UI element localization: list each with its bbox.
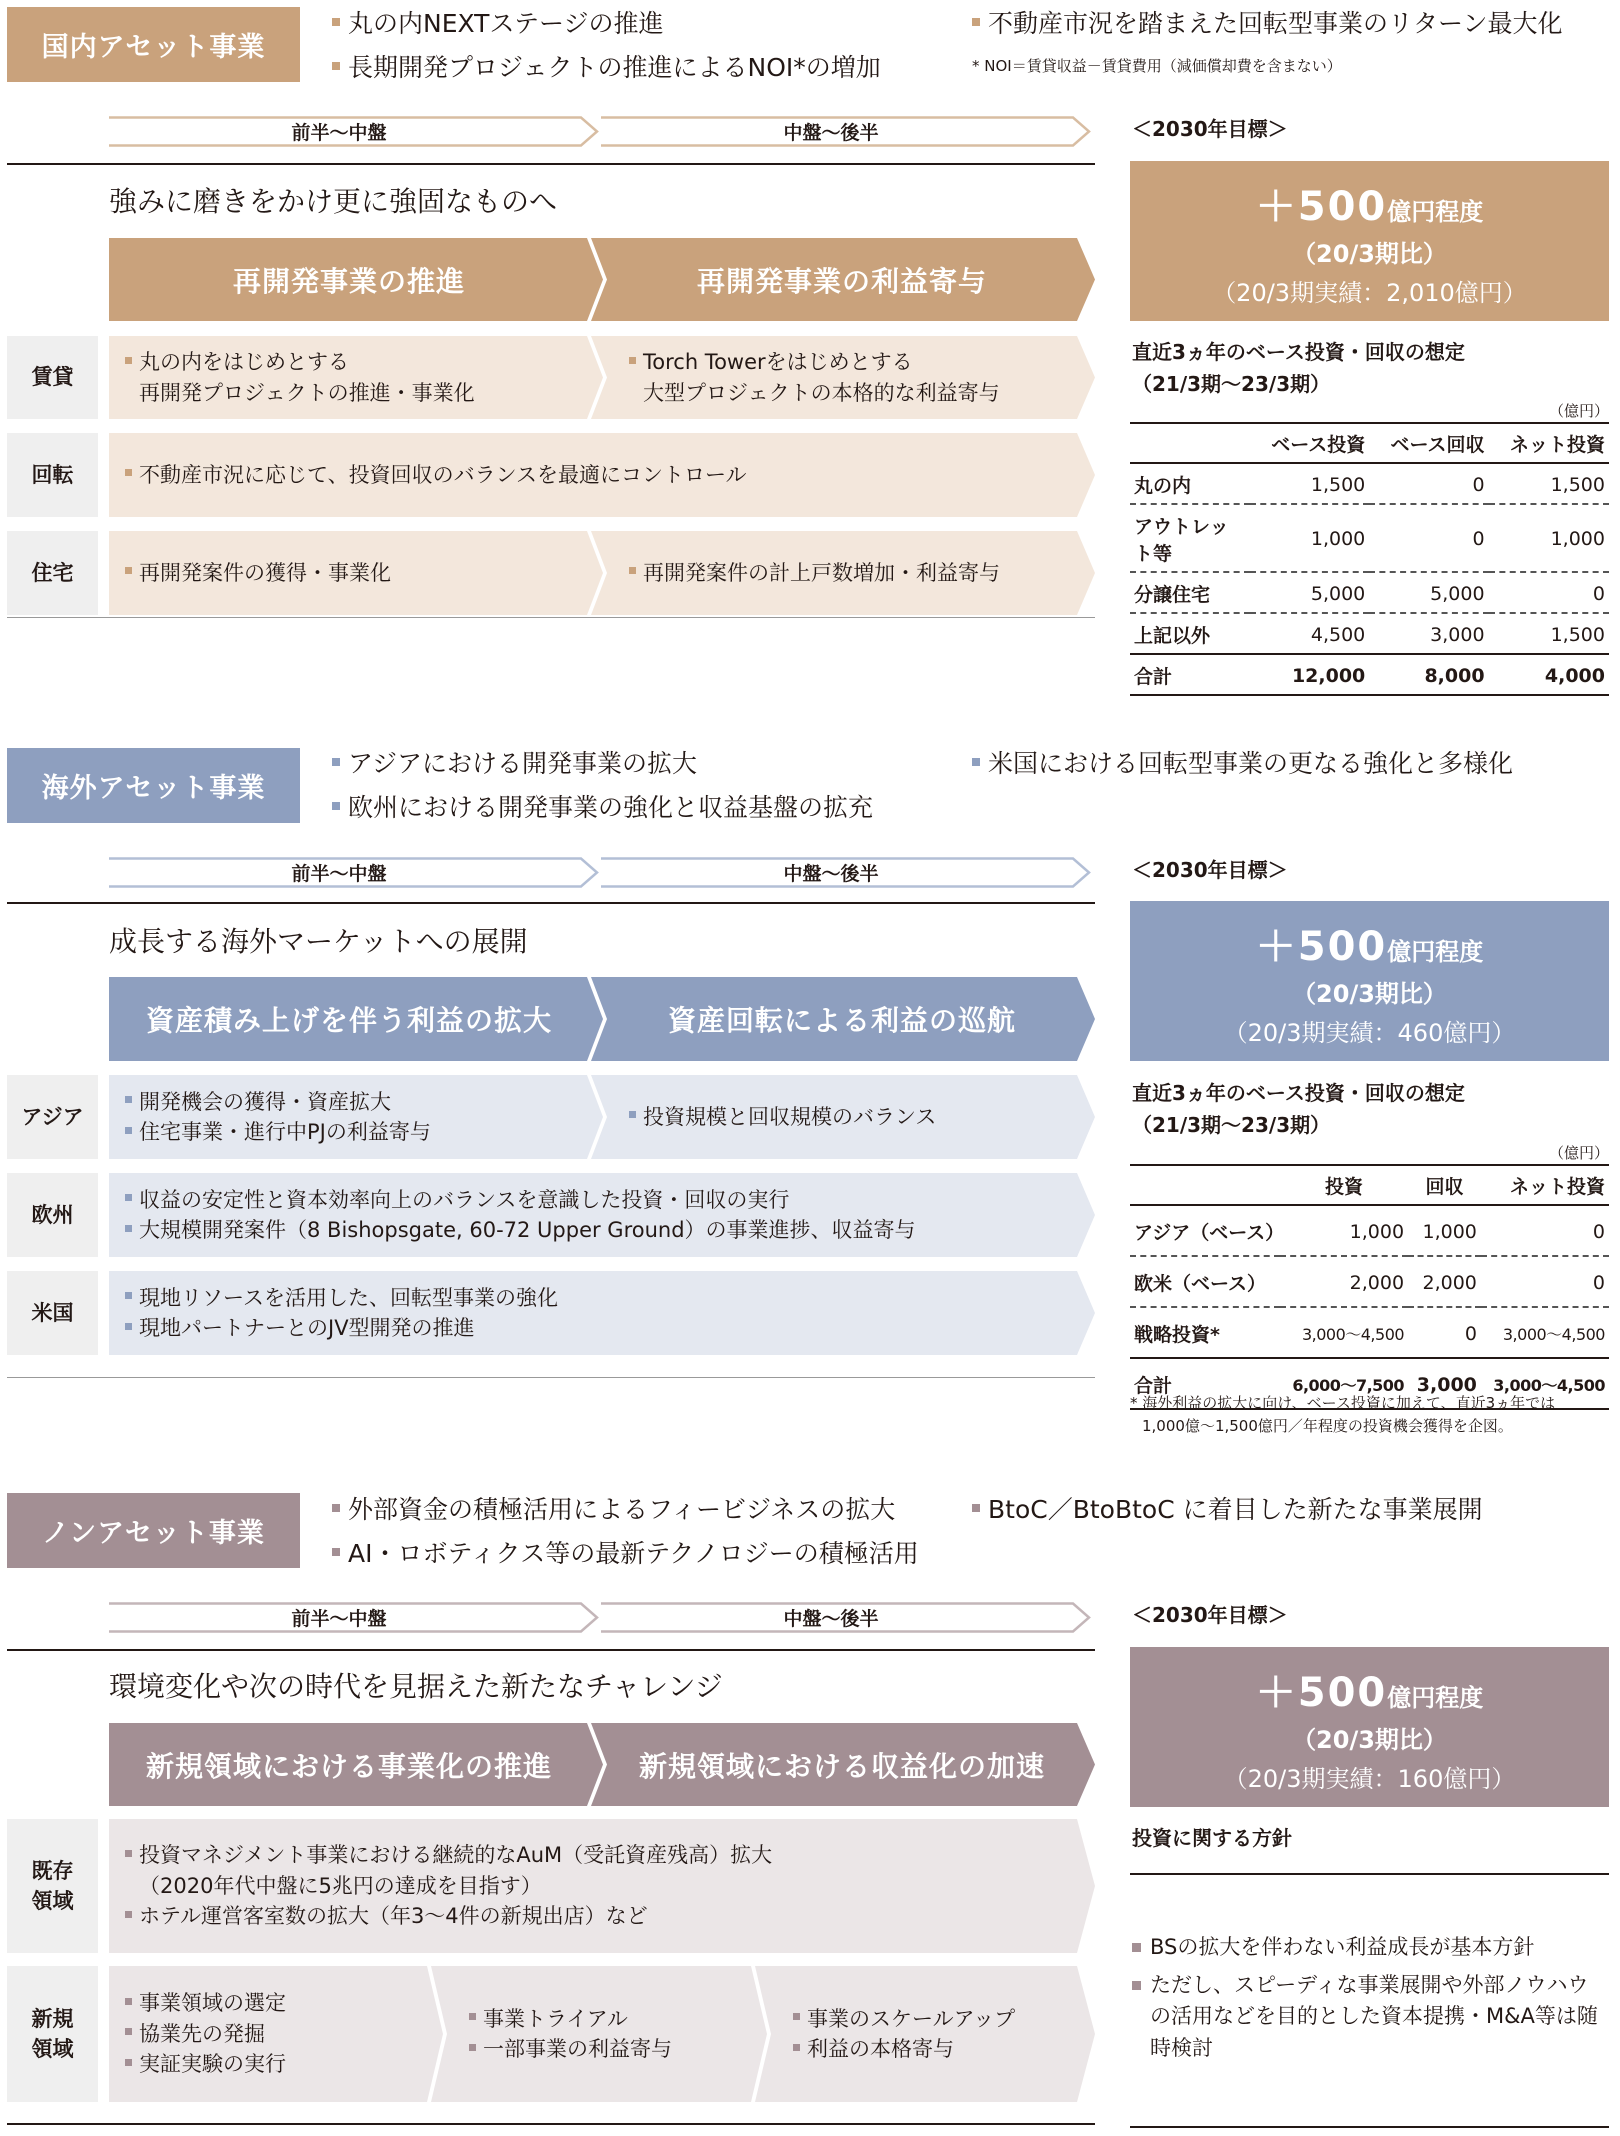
table-cell: 丸の内	[1130, 463, 1250, 504]
cell-line: 収益の安定性と資本効率向上のバランスを意識した投資・回収の実行	[139, 1187, 790, 1212]
table-cell: 合計	[1130, 654, 1250, 695]
table-cell: 0	[1481, 1205, 1609, 1256]
title-line: （21/3期～23/3期）	[1132, 372, 1331, 396]
policy-item	[1132, 1970, 1609, 2065]
divider	[7, 1649, 1095, 1651]
domestic-bullet	[332, 48, 881, 84]
table-row	[1130, 463, 1609, 504]
row-europe	[109, 1173, 1097, 1257]
table-cell: アジア（ベース）	[1130, 1205, 1280, 1256]
timeline-phase-2	[601, 857, 1091, 888]
divider	[7, 1377, 1095, 1378]
bullet-square-icon	[793, 2044, 800, 2051]
timeline-phase-2	[601, 116, 1091, 147]
overseas-bullet	[332, 744, 697, 780]
cell-line: 事業領域の選定	[139, 1991, 286, 2016]
timeline-label: 中盤～後半	[783, 122, 879, 144]
target-actual: （20/3期実績：460億円）	[1223, 1019, 1516, 1047]
cell-text	[125, 1271, 558, 1355]
bullet-square-icon	[332, 758, 340, 766]
nonasset-bullet	[332, 1490, 895, 1526]
bullet-square-icon	[332, 1548, 340, 1556]
phase-label-2: 再開発事業の利益寄与	[696, 264, 987, 298]
phase-bar	[109, 1723, 1097, 1806]
timeline-label: 前半～中盤	[291, 122, 387, 144]
section-headline: 環境変化や次の時代を見据えた新たなチャレンジ	[109, 1670, 723, 1703]
row-label-housing: 住宅	[7, 531, 98, 615]
target-value	[1130, 175, 1609, 232]
row-new	[109, 1966, 1097, 2102]
bullet-text: 丸の内NEXTステージの推進	[348, 9, 664, 38]
cell-line: 再開発プロジェクトの推進・事業化	[139, 380, 475, 405]
timeline-phase-1	[109, 116, 599, 147]
target-box	[1130, 901, 1609, 1061]
table-cell: 1,500	[1250, 463, 1369, 504]
label-line: 新規	[31, 2006, 74, 2031]
bullet-text: BtoC／BtoBtoC に着目した新たな事業展開	[988, 1495, 1483, 1524]
cell-line: 大型プロジェクトの本格的な利益寄与	[643, 380, 1000, 405]
cell-line: 再開発案件の獲得・事業化	[139, 560, 391, 585]
row-housing	[109, 531, 1097, 615]
cell-line: 再開発案件の計上戸数増加・利益寄与	[643, 560, 1000, 585]
table-cell: 3,000	[1369, 613, 1488, 654]
table-row	[1130, 504, 1609, 572]
table-cell: 戦略投資*	[1130, 1307, 1280, 1358]
table-cell: 8,000	[1369, 654, 1488, 695]
timeline-phase-1	[109, 1602, 599, 1633]
section-headline: 成長する海外マーケットへの展開	[109, 925, 528, 958]
domestic-bullet	[332, 4, 663, 40]
phase-bar	[109, 238, 1097, 321]
table-total-row	[1130, 654, 1609, 695]
table-cell: 6,000～7,500	[1280, 1358, 1408, 1409]
table-header: ベース投資	[1250, 423, 1369, 463]
table-cell: 1,500	[1489, 463, 1609, 504]
bullet-square-icon	[972, 18, 980, 26]
timeline-phase-1	[109, 857, 599, 888]
table-cell: 3,000～4,500	[1481, 1358, 1609, 1409]
bullet-square-icon	[125, 2059, 132, 2066]
phase-label-1: 資産積み上げを伴う利益の拡大	[145, 1004, 552, 1037]
target-comparison: （20/3期比）	[1292, 1726, 1447, 1754]
cell-line: （2020年代中盤に5兆円の達成を目指す）	[139, 1873, 542, 1898]
target-2030-label: ＜2030年目標＞	[1132, 858, 1288, 882]
target-value	[1130, 1661, 1609, 1718]
cell-text	[125, 1075, 431, 1159]
bullet-text: 外部資金の積極活用によるフィービジネスの拡大	[348, 1495, 896, 1524]
bullet-square-icon	[629, 357, 636, 364]
cell-text	[125, 1966, 286, 2102]
bullet-square-icon	[125, 1911, 132, 1918]
investment-table	[1130, 1164, 1609, 1410]
table-row	[1130, 1256, 1609, 1307]
title-line: 直近3ヵ年のベース投資・回収の想定	[1132, 1081, 1465, 1105]
cell-text	[125, 433, 747, 517]
row-label-new	[7, 1966, 98, 2102]
investment-table-title	[1132, 336, 1465, 400]
bullet-square-icon	[469, 2013, 476, 2020]
investment-policy-list	[1132, 1932, 1609, 2070]
phase-label-1: 再開発事業の推進	[232, 264, 465, 298]
table-cell: アウトレット等	[1130, 504, 1250, 572]
table-cell: 5,000	[1369, 572, 1488, 613]
bullet-square-icon	[125, 2028, 132, 2035]
bullet-square-icon	[629, 567, 636, 574]
policy-text: BSの拡大を伴わない利益成長が基本方針	[1150, 1935, 1535, 1959]
phase-label-2: 資産回転による利益の巡航	[667, 1004, 1016, 1037]
policy-item	[1132, 1932, 1609, 1964]
footnote-line: * 海外利益の拡大に向け、ベース投資に加えて、直近3ヵ年では	[1130, 1394, 1556, 1412]
bullet-square-icon	[125, 357, 132, 364]
cell-text	[793, 1966, 1015, 2102]
cell-line: Torch Towerをはじめとする	[643, 350, 913, 375]
policy-text: ただし、スピーディな事業展開や外部ノウハウの活用などを目的とした資本提携・M&A等は随時検討	[1150, 1972, 1598, 2060]
row-usa	[109, 1271, 1097, 1355]
bullet-square-icon	[469, 2044, 476, 2051]
target-unit: 億円程度	[1387, 938, 1484, 966]
cell-line: 開発機会の獲得・資産拡大	[139, 1089, 391, 1114]
cell-text	[629, 531, 1000, 615]
table-cell: 4,500	[1250, 613, 1369, 654]
nonasset-bullet	[972, 1490, 1483, 1526]
bullet-square-icon	[332, 18, 340, 26]
bullet-square-icon	[332, 62, 340, 70]
target-box	[1130, 161, 1609, 321]
timeline-label: 前半～中盤	[291, 1608, 387, 1630]
table-cell: 3,000	[1408, 1358, 1481, 1409]
table-cell: 4,000	[1489, 654, 1609, 695]
cell-text	[125, 336, 475, 419]
divider	[7, 163, 1095, 165]
bullet-square-icon	[1132, 1943, 1141, 1952]
table-header-row	[1130, 1165, 1609, 1205]
cell-line: 丸の内をはじめとする	[139, 350, 349, 375]
table-header: ネット投資	[1489, 423, 1609, 463]
table-header: ベース回収	[1369, 423, 1488, 463]
divider	[7, 617, 1095, 618]
title-line: （21/3期～23/3期）	[1132, 1113, 1331, 1137]
bullet-square-icon	[125, 567, 132, 574]
bullet-square-icon	[125, 1127, 132, 1134]
cell-line: 利益の本格寄与	[807, 2037, 954, 2061]
overseas-tag: 海外アセット事業	[7, 748, 300, 823]
target-number: ＋500	[1255, 184, 1388, 230]
bullet-square-icon	[125, 1194, 132, 1201]
target-actual: （20/3期実績：2,010億円）	[1212, 279, 1527, 307]
divider	[7, 902, 1095, 904]
table-header	[1130, 1165, 1280, 1205]
row-label-europe: 欧州	[7, 1173, 98, 1257]
cell-line: 現地パートナーとのJV型開発の推進	[139, 1316, 475, 1340]
table-cell: 2,000	[1408, 1256, 1481, 1307]
footnote-line: 1,000億～1,500億円／年程度の投資機会獲得を企図。	[1142, 1417, 1513, 1436]
unit-label: （億円）	[1548, 1144, 1609, 1162]
row-rotation	[109, 433, 1097, 517]
cell-text	[629, 1075, 936, 1159]
table-cell: 3,000～4,500	[1481, 1307, 1609, 1358]
nonasset-bullet	[332, 1534, 919, 1570]
target-number: ＋500	[1255, 924, 1388, 970]
label-line: 領域	[31, 1889, 74, 1913]
target-box	[1130, 1647, 1609, 1807]
cell-line: 一部事業の利益寄与	[483, 2037, 672, 2061]
timeline-label: 中盤～後半	[783, 1608, 879, 1630]
table-cell: 0	[1408, 1307, 1481, 1358]
table-cell: 上記以外	[1130, 613, 1250, 654]
cell-line: 事業トライアル	[483, 2006, 628, 2031]
overseas-bullet	[332, 788, 873, 824]
row-leasing	[109, 336, 1097, 419]
target-2030-label: ＜2030年目標＞	[1132, 117, 1288, 141]
bullet-square-icon	[629, 1111, 636, 1118]
table-row	[1130, 572, 1609, 613]
phase-label-2: 新規領域における収益化の加速	[638, 1749, 1045, 1783]
bullet-square-icon	[125, 1096, 132, 1103]
cell-line: ホテル運営客室数の拡大（年3～4件の新規出店）など	[139, 1904, 648, 1929]
table-row	[1130, 1307, 1609, 1358]
row-label-existing	[7, 1819, 98, 1953]
table-cell: 0	[1369, 463, 1488, 504]
bullet-square-icon	[793, 2013, 800, 2020]
table-row	[1130, 1205, 1609, 1256]
target-comparison: （20/3期比）	[1292, 240, 1447, 268]
investment-table	[1130, 422, 1609, 696]
table-cell: 分譲住宅	[1130, 572, 1250, 613]
label-line: 領域	[31, 2037, 74, 2061]
table-cell: 3,000～4,500	[1280, 1307, 1408, 1358]
cell-line: 実証実験の実行	[139, 2052, 286, 2077]
divider	[1130, 2126, 1609, 2128]
unit-label: （億円）	[1548, 402, 1609, 420]
nonasset-tag: ノンアセット事業	[7, 1493, 300, 1568]
target-number: ＋500	[1255, 1670, 1388, 1716]
cell-line: 現地リソースを活用した、回転型事業の強化	[139, 1285, 558, 1310]
divider	[7, 2123, 1095, 2125]
table-cell: 5,000	[1250, 572, 1369, 613]
table-cell: 1,000	[1408, 1205, 1481, 1256]
target-unit: 億円程度	[1387, 198, 1484, 226]
table-cell: 2,000	[1280, 1256, 1408, 1307]
table-row	[1130, 613, 1609, 654]
target-unit: 億円程度	[1387, 1684, 1484, 1712]
timeline-phase-2	[601, 1602, 1091, 1633]
bullet-text: 長期開発プロジェクトの推進によるNOI*の増加	[348, 53, 881, 82]
bullet-square-icon	[332, 1504, 340, 1512]
bullet-text: 米国における回転型事業の更なる強化と多様化	[988, 749, 1514, 778]
label-line: 既存	[31, 1858, 74, 1883]
investment-table-title	[1132, 1077, 1465, 1141]
cell-line: 協業先の発掘	[139, 2021, 265, 2046]
bullet-square-icon	[972, 1504, 980, 1512]
domestic-tag: 国内アセット事業	[7, 7, 300, 82]
table-cell: 1,000	[1250, 504, 1369, 572]
table-cell: 0	[1369, 504, 1488, 572]
table-header: 投資	[1280, 1165, 1408, 1205]
cell-text	[125, 531, 391, 615]
table-cell: 欧米（ベース）	[1130, 1256, 1280, 1307]
bullet-text: アジアにおける開発事業の拡大	[348, 749, 698, 778]
cell-line: 住宅事業・進行中PJの利益寄与	[139, 1120, 431, 1144]
table-header: 回収	[1408, 1165, 1481, 1205]
bullet-text: 欧州における開発事業の強化と収益基盤の拡充	[348, 793, 874, 822]
noi-footnote: * NOI＝賃貸収益－賃貸費用（減価償却費を含まない）	[972, 57, 1342, 75]
phase-label-1: 新規領域における事業化の推進	[145, 1749, 552, 1783]
timeline-label: 前半～中盤	[291, 863, 387, 885]
cell-line: 大規模開発案件（8 Bishopsgate, 60-72 Upper Ground）の事業進捗、収益寄与	[139, 1218, 916, 1242]
target-comparison: （20/3期比）	[1292, 980, 1447, 1008]
row-label-rotation: 回転	[7, 433, 98, 517]
cell-text	[125, 1819, 772, 1953]
table-cell: 12,000	[1250, 654, 1369, 695]
cell-text	[469, 1966, 672, 2102]
cell-text	[629, 336, 1000, 419]
table-header: ネット投資	[1481, 1165, 1609, 1205]
bullet-square-icon	[125, 1998, 132, 2005]
bullet-text: 不動産市況を踏まえた回転型事業のリターン最大化	[988, 9, 1563, 38]
table-cell: 0	[1489, 572, 1609, 613]
cell-text	[125, 1173, 916, 1257]
cell-line: 事業のスケールアップ	[807, 2006, 1016, 2031]
row-existing	[109, 1819, 1097, 1953]
table-cell: 合計	[1130, 1358, 1280, 1409]
target-value	[1130, 915, 1609, 972]
bullet-square-icon	[125, 1850, 132, 1857]
target-2030-label: ＜2030年目標＞	[1132, 1603, 1288, 1627]
cell-line: 不動産市況に応じて、投資回収のバランスを最適にコントロール	[139, 462, 747, 487]
bullet-square-icon	[125, 469, 132, 476]
table-header	[1130, 423, 1250, 463]
strategic-investment-footnote	[1130, 1392, 1555, 1439]
row-label-usa: 米国	[7, 1271, 98, 1355]
table-cell: 1,000	[1489, 504, 1609, 572]
table-cell: 0	[1481, 1256, 1609, 1307]
table-header-row	[1130, 423, 1609, 463]
bullet-square-icon	[125, 1323, 132, 1330]
bullet-square-icon	[1132, 1981, 1141, 1990]
title-line: 直近3ヵ年のベース投資・回収の想定	[1132, 340, 1465, 364]
bullet-square-icon	[125, 1225, 132, 1232]
investment-policy-title: 投資に関する方針	[1132, 1826, 1292, 1850]
cell-line: 投資マネジメント事業における継続的なAuM（受託資産残高）拡大	[139, 1843, 773, 1868]
domestic-bullet	[972, 4, 1563, 40]
row-label-leasing: 賃貸	[7, 336, 98, 419]
row-asia	[109, 1075, 1097, 1159]
target-actual: （20/3期実績：160億円）	[1223, 1765, 1516, 1793]
bullet-square-icon	[125, 1292, 132, 1299]
bullet-text: AI・ロボティクス等の最新テクノロジーの積極活用	[348, 1539, 919, 1568]
table-cell: 1,000	[1280, 1205, 1408, 1256]
phase-bar	[109, 977, 1097, 1061]
divider	[1130, 1873, 1609, 1875]
row-label-asia: アジア	[7, 1075, 98, 1159]
section-headline: 強みに磨きをかけ更に強固なものへ	[109, 185, 558, 218]
overseas-bullet	[972, 744, 1513, 780]
cell-line: 投資規模と回収規模のバランス	[643, 1104, 937, 1129]
timeline-label: 中盤～後半	[783, 863, 879, 885]
table-cell: 1,500	[1489, 613, 1609, 654]
bullet-square-icon	[332, 802, 340, 810]
bullet-square-icon	[972, 758, 980, 766]
